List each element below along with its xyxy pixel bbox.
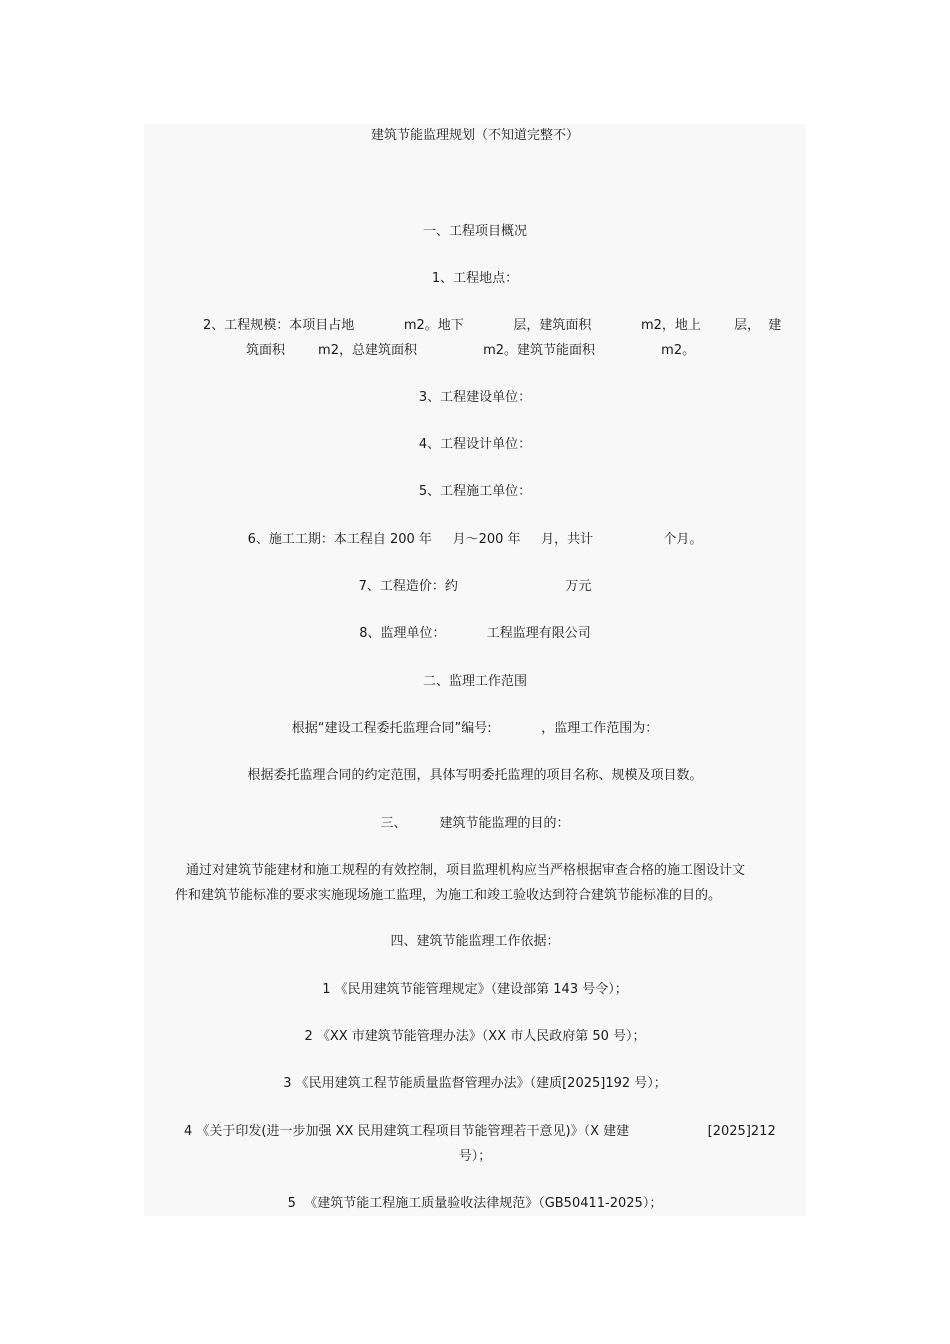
document-panel: [144, 124, 806, 1216]
section-heading-basis: 四、建筑节能监理工作依据：: [390, 934, 560, 949]
section-heading-overview: 一、工程项目概况: [422, 224, 527, 239]
section-heading-scope: 二、监理工作范围: [422, 674, 527, 689]
item-design-unit: 4、工程设计单位：: [418, 437, 532, 452]
basis-item-2: 2 《XX 市建筑节能管理办法》（XX 市人民政府第 50 号）；: [304, 1029, 646, 1044]
scope-description: 根据委托监理合同的约定范围，具体写明委托监理的项目名称、规模及项目数。: [247, 768, 703, 783]
basis-item-4: 4 《关于印发(进一步加强 XX 民用建筑工程项目节能管理若干意见)》（X 建建 [2025]212: [184, 1124, 776, 1139]
basis-item-4-cont: 号）；: [458, 1149, 492, 1164]
section-heading-purpose: 三、 建筑节能监理的目的：: [380, 816, 570, 831]
item-project-scale-cont: 筑面积 m2，总建筑面积 m2。建筑节能面积 m2。: [246, 343, 696, 358]
document-title: 建筑节能监理规划（不知道完整不）: [370, 128, 579, 143]
purpose-paragraph-line-1: 通过对建筑节能建材和施工规程的有效控制，项目监理机构应当严格根据审查合格的施工图设计文: [186, 863, 746, 878]
item-project-location: 1、工程地点：: [431, 271, 519, 286]
scope-contract-line: 根据“建设工程委托监理合同”编号: ，监理工作范围为：: [291, 721, 659, 736]
item-construction-period: 6、施工工期：本工程自 200 年 月～200 年 月，共计 个月。: [247, 532, 703, 547]
basis-item-3: 3 《民用建筑工程节能质量监督管理办法》（建质[2025]192 号）；: [283, 1076, 667, 1091]
item-project-scale: 2、工程规模：本项目占地 m2。地下 层，建筑面积 m2，地上 层， 建: [203, 318, 782, 333]
basis-item-1: 1 《民用建筑节能管理规定》（建设部第 143 号令）；: [322, 982, 628, 997]
item-project-cost: 7、工程造价：约 万元: [358, 579, 592, 594]
basis-item-5: 5 《建筑节能工程施工质量验收法律规范》（GB50411-2025）；: [287, 1196, 663, 1211]
purpose-paragraph-line-2: 件和建筑节能标准的要求实施现场施工监理，为施工和竣工验收达到符合建筑节能标准的目的。: [175, 888, 722, 903]
item-contractor-unit: 5、工程施工单位：: [418, 484, 532, 499]
item-construction-unit: 3、工程建设单位：: [418, 390, 532, 405]
item-supervision-unit: 8、监理单位： 工程监理有限公司: [359, 626, 591, 641]
